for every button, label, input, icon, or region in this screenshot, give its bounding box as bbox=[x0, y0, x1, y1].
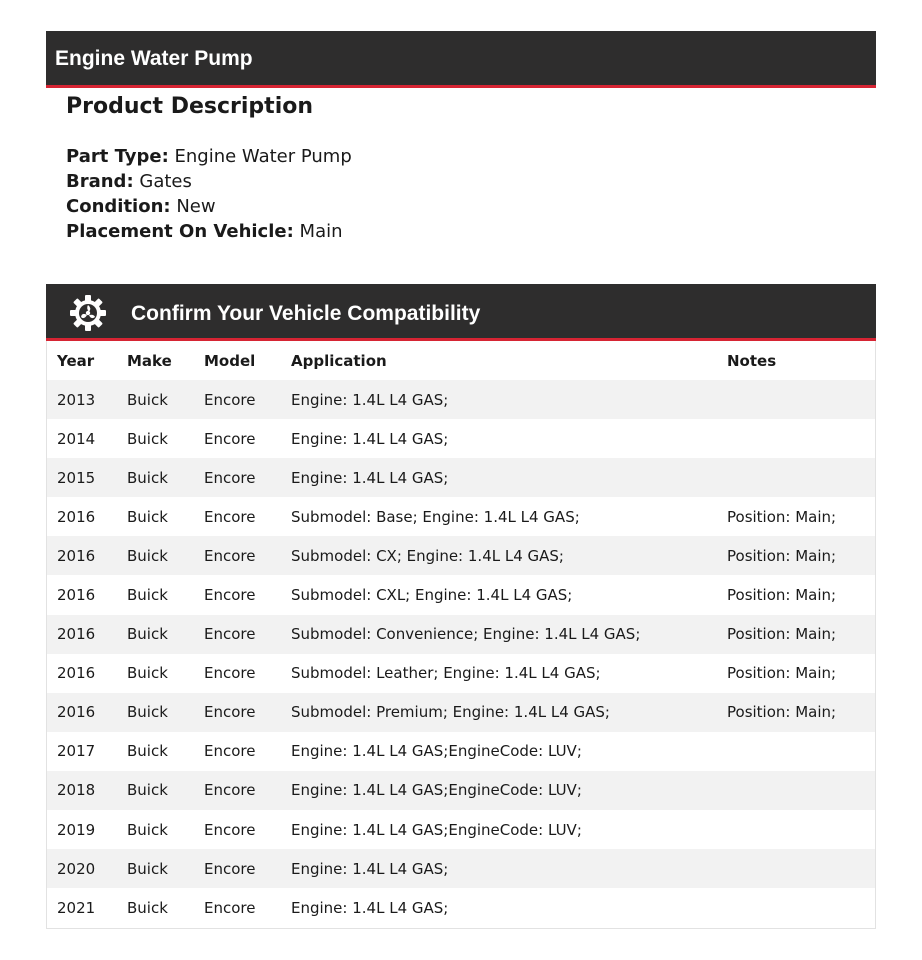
cell-year: 2016 bbox=[57, 664, 96, 683]
spec-label: Placement On Vehicle: bbox=[66, 221, 294, 242]
cell-make: Buick bbox=[127, 625, 168, 644]
table-row bbox=[47, 888, 875, 927]
description-heading: Product Description bbox=[66, 94, 314, 119]
compatibility-table-container bbox=[46, 341, 876, 929]
cell-notes: Position: Main; bbox=[727, 507, 837, 526]
cell-notes: Position: Main; bbox=[727, 586, 837, 605]
cell-notes: Position: Main; bbox=[727, 703, 837, 722]
cell-year: 2021 bbox=[57, 898, 96, 917]
table-row bbox=[47, 732, 875, 771]
cell-year: 2020 bbox=[57, 859, 96, 878]
spec-brand bbox=[66, 169, 352, 194]
cell-model: Encore bbox=[204, 507, 256, 526]
col-make-header: Make bbox=[127, 351, 172, 370]
cell-make: Buick bbox=[127, 390, 168, 409]
table-row bbox=[47, 810, 875, 849]
cell-year: 2017 bbox=[57, 742, 96, 761]
table-row bbox=[47, 458, 875, 497]
cell-notes bbox=[727, 458, 875, 497]
cell-notes bbox=[727, 419, 875, 458]
product-title-banner bbox=[46, 31, 876, 88]
col-application-header: Application bbox=[291, 351, 387, 370]
table-row bbox=[47, 380, 875, 419]
table-row bbox=[47, 771, 875, 810]
cell-application: Engine: 1.4L L4 GAS;EngineCode: LUV; bbox=[291, 742, 582, 761]
spec-value: Engine Water Pump bbox=[174, 146, 352, 167]
cell-notes: Position: Main; bbox=[727, 664, 837, 683]
cell-year: 2019 bbox=[57, 820, 96, 839]
cell-year: 2013 bbox=[57, 390, 96, 409]
cell-make: Buick bbox=[127, 781, 168, 800]
cell-notes bbox=[727, 810, 875, 849]
cell-make: Buick bbox=[127, 703, 168, 722]
table-header-row bbox=[47, 341, 875, 380]
cell-application: Engine: 1.4L L4 GAS;EngineCode: LUV; bbox=[291, 781, 582, 800]
cell-application: Submodel: Leather; Engine: 1.4L L4 GAS; bbox=[291, 664, 601, 683]
cell-model: Encore bbox=[204, 898, 256, 917]
cell-make: Buick bbox=[127, 820, 168, 839]
cell-notes: Position: Main; bbox=[727, 625, 837, 644]
compatibility-banner bbox=[46, 284, 876, 341]
cell-year: 2016 bbox=[57, 586, 96, 605]
spec-label: Part Type: bbox=[66, 146, 169, 167]
product-title: Engine Water Pump bbox=[55, 47, 253, 70]
cell-make: Buick bbox=[127, 429, 168, 448]
spec-value: New bbox=[176, 196, 216, 217]
cell-year: 2016 bbox=[57, 546, 96, 565]
cell-model: Encore bbox=[204, 390, 256, 409]
cell-notes bbox=[727, 732, 875, 771]
table-row bbox=[47, 575, 875, 614]
cell-make: Buick bbox=[127, 898, 168, 917]
table-row bbox=[47, 536, 875, 575]
cell-model: Encore bbox=[204, 546, 256, 565]
cell-model: Encore bbox=[204, 586, 256, 605]
table-row bbox=[47, 497, 875, 536]
cell-make: Buick bbox=[127, 742, 168, 761]
cell-make: Buick bbox=[127, 546, 168, 565]
cell-notes bbox=[727, 771, 875, 810]
cell-model: Encore bbox=[204, 625, 256, 644]
cell-application: Engine: 1.4L L4 GAS;EngineCode: LUV; bbox=[291, 820, 582, 839]
cell-notes: Position: Main; bbox=[727, 546, 837, 565]
cell-make: Buick bbox=[127, 859, 168, 878]
cell-year: 2016 bbox=[57, 703, 96, 722]
cell-model: Encore bbox=[204, 742, 256, 761]
cell-year: 2016 bbox=[57, 625, 96, 644]
cell-application: Engine: 1.4L L4 GAS; bbox=[291, 898, 449, 917]
cell-year: 2014 bbox=[57, 429, 96, 448]
cell-model: Encore bbox=[204, 781, 256, 800]
col-model-header: Model bbox=[204, 351, 256, 370]
cell-make: Buick bbox=[127, 507, 168, 526]
cell-model: Encore bbox=[204, 859, 256, 878]
compatibility-table bbox=[47, 341, 875, 927]
cell-notes bbox=[727, 849, 875, 888]
cell-model: Encore bbox=[204, 429, 256, 448]
col-notes-header: Notes bbox=[727, 351, 777, 370]
cell-model: Encore bbox=[204, 664, 256, 683]
cell-notes bbox=[727, 380, 875, 419]
cell-notes bbox=[727, 888, 875, 927]
cell-application: Submodel: Premium; Engine: 1.4L L4 GAS; bbox=[291, 703, 610, 722]
cell-year: 2018 bbox=[57, 781, 96, 800]
cell-year: 2015 bbox=[57, 468, 96, 487]
gear-icon bbox=[68, 293, 108, 333]
col-year-header: Year bbox=[57, 351, 95, 370]
table-row bbox=[47, 419, 875, 458]
cell-model: Encore bbox=[204, 820, 256, 839]
cell-application: Submodel: Base; Engine: 1.4L L4 GAS; bbox=[291, 507, 580, 526]
spec-label: Condition: bbox=[66, 196, 171, 217]
spec-value: Gates bbox=[139, 171, 192, 192]
spec-placement bbox=[66, 219, 352, 244]
compatibility-title: Confirm Your Vehicle Compatibility bbox=[131, 302, 481, 325]
cell-application: Engine: 1.4L L4 GAS; bbox=[291, 859, 449, 878]
spec-value: Main bbox=[299, 221, 343, 242]
table-row bbox=[47, 654, 875, 693]
cell-model: Encore bbox=[204, 703, 256, 722]
cell-application: Submodel: CXL; Engine: 1.4L L4 GAS; bbox=[291, 586, 573, 605]
cell-application: Engine: 1.4L L4 GAS; bbox=[291, 390, 449, 409]
spec-label: Brand: bbox=[66, 171, 134, 192]
spec-list bbox=[66, 144, 352, 244]
table-row bbox=[47, 849, 875, 888]
cell-application: Engine: 1.4L L4 GAS; bbox=[291, 468, 449, 487]
cell-application: Engine: 1.4L L4 GAS; bbox=[291, 429, 449, 448]
cell-make: Buick bbox=[127, 664, 168, 683]
cell-year: 2016 bbox=[57, 507, 96, 526]
cell-make: Buick bbox=[127, 468, 168, 487]
cell-make: Buick bbox=[127, 586, 168, 605]
spec-part-type bbox=[66, 144, 352, 169]
spec-condition bbox=[66, 194, 352, 219]
table-row bbox=[47, 693, 875, 732]
cell-application: Submodel: CX; Engine: 1.4L L4 GAS; bbox=[291, 546, 564, 565]
table-row bbox=[47, 615, 875, 654]
cell-application: Submodel: Convenience; Engine: 1.4L L4 GAS; bbox=[291, 625, 641, 644]
cell-model: Encore bbox=[204, 468, 256, 487]
